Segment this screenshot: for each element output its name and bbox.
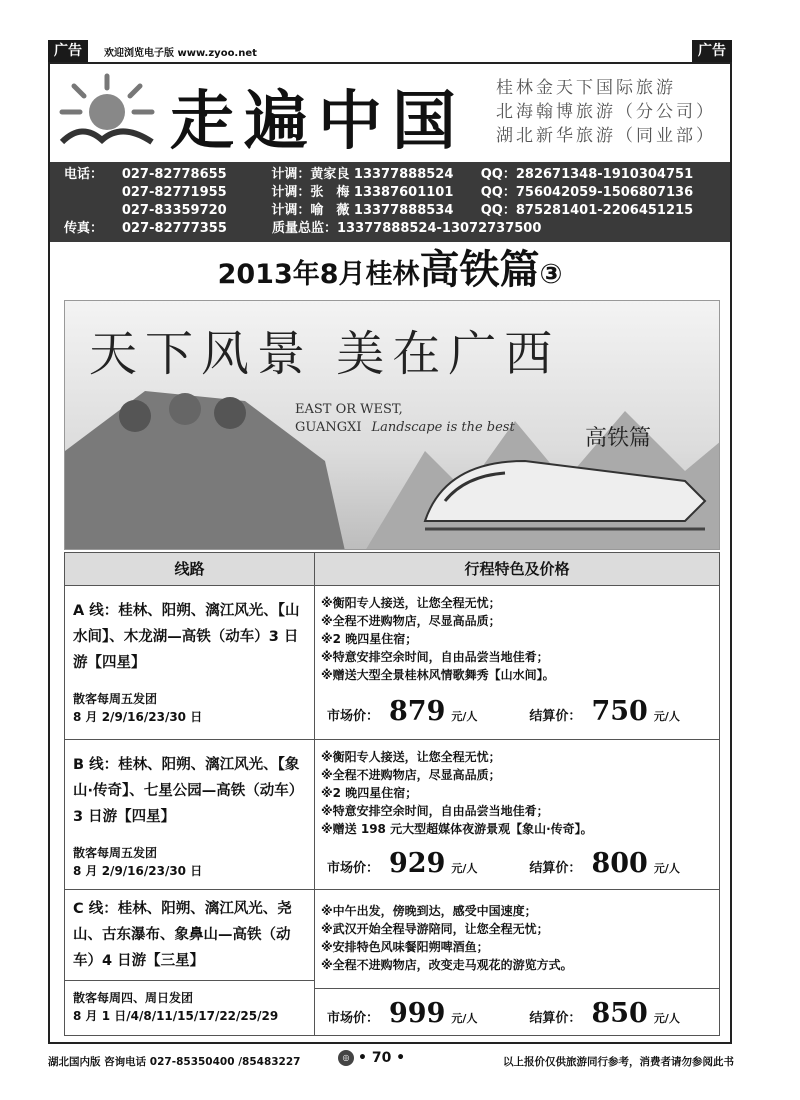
agency-2: 北海翰博旅游（分公司）	[496, 102, 716, 122]
page-number-text: • 70 •	[358, 1050, 406, 1066]
banner-en-script: Landscape is the best	[371, 420, 515, 435]
market-price-label: 市场价：	[327, 861, 380, 876]
price-unit: 元/人	[653, 862, 680, 875]
price-unit: 元/人	[451, 1012, 478, 1025]
header	[50, 64, 730, 162]
banner-en-line1: EAST OR WEST,	[295, 402, 403, 417]
depart-dates: 8 月 2/9/16/23/30 日	[73, 710, 203, 724]
feature-item: ※安排特色风味餐阳朔啤酒鱼；	[321, 940, 489, 954]
ad-label-right: 广告	[692, 40, 732, 62]
col-route: 线路	[65, 553, 315, 585]
contact-phone: 027-82778655	[121, 167, 227, 182]
top-url: 欢迎浏览电子版 www.zyoo.net	[104, 48, 257, 59]
route-cell	[65, 740, 315, 889]
settle-price-label: 结算价：	[529, 861, 582, 876]
price-unit: 元/人	[653, 710, 680, 723]
depart-dates: 8 月 1 日/4/8/11/15/17/22/25/29	[73, 1009, 279, 1023]
contact-row	[64, 166, 730, 184]
ad-label-left: 广告	[48, 40, 88, 62]
feature-item: ※2 晚四星住宿；	[321, 786, 418, 800]
feature-item: ※特意安排空余时间，自由品尝当地佳肴；	[321, 804, 549, 818]
title-prefix: 2013年8月桂林	[217, 259, 420, 290]
feature-list	[321, 902, 715, 974]
settle-price-label: 结算价：	[529, 709, 582, 724]
depart-schedule: 散客每周四、周日发团	[73, 991, 194, 1005]
contact-row	[64, 184, 730, 202]
contact-qq: QQ：875281401-2206451215	[480, 203, 694, 218]
contact-manager: 计调：喻 薇 13377888534	[271, 203, 454, 218]
page-title	[50, 248, 730, 297]
depart-dates: 8 月 2/9/16/23/30 日	[73, 864, 203, 878]
footer-right: 以上报价仅供旅游同行参考，消费者请勿参阅此书	[503, 1056, 734, 1068]
price-line	[327, 696, 717, 727]
sun-logo-icon	[52, 72, 162, 152]
feature-item: ※全程不进购物店，尽显高品质；	[321, 614, 501, 628]
feature-item: ※衡阳专人接送，让您全程无忧；	[321, 750, 501, 764]
table-header	[64, 552, 720, 586]
page-number	[338, 1050, 405, 1066]
contact-qq: QQ：282671348-1910304751	[480, 167, 694, 182]
market-price: 879	[389, 696, 446, 727]
contact-phone: 027-83359720	[121, 203, 227, 218]
title-big: 高铁篇	[419, 247, 540, 293]
contact-phone: 027-82771955	[121, 185, 227, 200]
feature-item: ※赠送大型全景桂林风情歌舞秀【山水间】。	[321, 668, 555, 682]
depart-box	[65, 980, 314, 1025]
brand-logo-text: 走遍中国	[170, 84, 466, 159]
price-line	[327, 998, 717, 1029]
route-cell	[65, 586, 315, 739]
market-price-label: 市场价：	[327, 1011, 380, 1026]
table-row	[64, 890, 720, 1036]
title-number: ③	[539, 259, 563, 290]
banner-image	[64, 300, 720, 550]
settle-price-label: 结算价：	[529, 1011, 582, 1026]
contact-phone: 027-82777355	[122, 221, 227, 236]
feature-item: ※特意安排空余时间，自由品尝当地佳肴；	[321, 650, 549, 664]
feature-item: ※武汉开始全程导游陪同，让您全程无忧；	[321, 922, 549, 936]
feature-item: ※中午出发，傍晚到达，感受中国速度；	[321, 904, 537, 918]
price-unit: 元/人	[451, 862, 478, 875]
ad-frame	[48, 62, 732, 1044]
agency-1: 桂林金天下国际旅游	[496, 78, 676, 98]
depart-schedule: 散客每周五发团	[73, 692, 158, 706]
table-row	[64, 586, 720, 740]
market-price-label: 市场价：	[327, 709, 380, 724]
contact-manager: 质量总监：13377888524-13072737500	[272, 221, 542, 236]
footer-left: 湖北国内版 咨询电话 027-85350400 /85483227	[48, 1056, 301, 1068]
price-unit: 元/人	[653, 1012, 680, 1025]
contact-label	[64, 184, 122, 202]
banner-en-line2: GUANGXI	[295, 420, 362, 435]
settle-price: 750	[591, 696, 648, 727]
table-row	[64, 740, 720, 890]
contact-manager: 计调：黄家良 13377888524	[271, 167, 454, 182]
banner-english	[295, 401, 515, 437]
agency-3: 湖北新华旅游（同业部）	[496, 126, 716, 146]
feature-item: ※全程不进购物店，尽显高品质；	[321, 768, 501, 782]
banner-hst-label: 高铁篇	[585, 426, 652, 451]
route-cell	[65, 890, 315, 1035]
feature-item: ※2 晚四星住宿；	[321, 632, 418, 646]
settle-price: 850	[591, 998, 648, 1029]
route-name: B 线：桂林、阳朔、漓江风光、【象山·传奇】、七星公园—高铁（动车）3 日游【四星】	[73, 757, 304, 825]
banner-calligraphy: 天下风景 美在广西	[89, 326, 561, 382]
contact-label: 电话：	[64, 167, 104, 182]
feature-item: ※赠送 198 元大型超媒体夜游景观【象山·传奇】。	[321, 822, 593, 836]
contact-manager: 计调：张 梅 13387601101	[271, 185, 454, 200]
depart-schedule: 散客每周五发团	[73, 846, 158, 860]
col-features: 行程特色及价格	[464, 560, 570, 578]
agency-list	[496, 76, 716, 148]
route-name: C 线：桂林、阳朔、漓江风光、尧山、古东瀑布、象鼻山—高铁（动车）4 日游【三星】	[73, 901, 292, 969]
market-price: 929	[389, 848, 446, 879]
feature-list	[321, 748, 715, 838]
market-price: 999	[389, 998, 446, 1029]
contact-row	[64, 202, 730, 220]
contact-bar	[50, 162, 730, 242]
contact-label	[64, 202, 122, 220]
settle-price: 800	[591, 848, 648, 879]
feature-item: ※衡阳专人接送，让您全程无忧；	[321, 596, 501, 610]
itinerary-table	[64, 552, 720, 1029]
route-name: A 线：桂林、阳朔、漓江风光、【山水间】、木龙湖—高铁（动车）3 日游【四星】	[73, 603, 300, 671]
contact-row	[64, 220, 730, 238]
contact-qq: QQ：756042059-1506807136	[480, 185, 694, 200]
publication-logo-icon: ◎	[338, 1050, 354, 1066]
feature-item: ※全程不进购物店，改变走马观花的游览方式。	[321, 958, 573, 972]
contact-label: 传真：	[64, 221, 104, 236]
price-unit: 元/人	[451, 710, 478, 723]
feature-list	[321, 594, 715, 684]
price-line	[327, 848, 717, 879]
